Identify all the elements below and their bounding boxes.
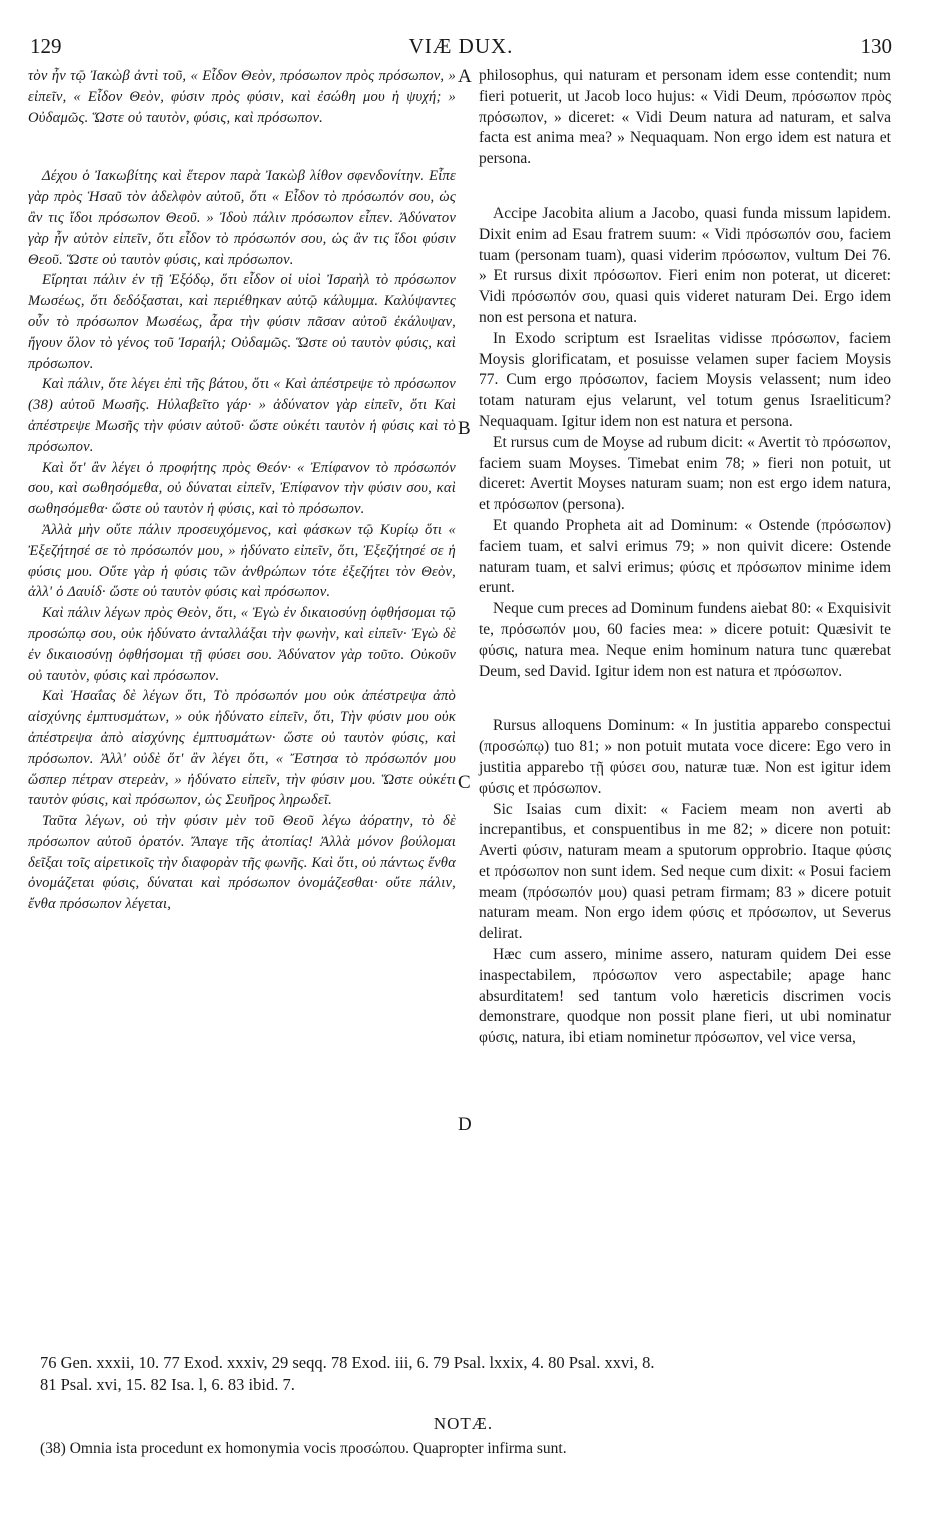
greek-paragraph: Καὶ πάλιν λέγων πρὸς Θεὸν, ὅτι, « Ἐγὼ ἐν δικαιοσύνῃ ὀφθήσομαι τῷ προσώπῳ σου, οὐκ ἠδύνατο ἀνταλλάξαι τὴν φωνὴν, καὶ εἰπεῖν· Ἐγὼ δὲ ἐν δικαιοσύνῃ ὀφθήσομαι τῇ φύσει σου. Ἀδύνατον γὰρ τοῦτο. Οὐκοῦν οὐ ταυτὸν, φύσις καὶ πρόσωπον.	[28, 605, 456, 684]
footnote-line: 76 Gen. xxxii, 10. 77 Exod. xxxiv, 29 seqq. 78 Exod. iii, 6. 79 Psal. lxxix, 4. 80 Psal. xxvi, 8.	[40, 1353, 655, 1372]
footnotes	[40, 1352, 900, 1396]
greek-paragraph: Καὶ πάλιν, ὅτε λέγει ἐπὶ τῆς βάτου, ὅτι « Καὶ ἀπέστρεψε τὸ πρόσωπον (38) αὐτοῦ Μωσῆς. Ηὐλαβεῖτο γάρ· » ἀδύνατον γὰρ εἰπεῖν, ὅτι Καὶ ἀπέστρεψε Μωσῆς τὴν φύσιν αὐτοῦ· ὥστε οὐκέτι ταυτὸν ἡ φύσις καὶ τὸ πρόσωπον.	[28, 376, 456, 455]
greek-paragraph: τὸν ἦν τῷ Ἰακὼβ ἀντὶ τοῦ, « Εἶδον Θεὸν, πρόσωπον πρὸς πρόσωπον, » εἰπεῖν, « Εἶδον Θεὸν, φύσιν πρὸς φύσιν, καὶ ἐσώθη μου ἡ ψυχή; » Οὐδαμῶς. Ὥστε οὐ ταυτὸν, φύσις, καὶ πρόσωπον.	[28, 68, 456, 126]
latin-paragraph: Rursus alloquens Dominum: « In justitia apparebo conspectui (προσώπῳ) tuo 81; » non potuit mutata voce dicere: Ego vero in justitia apparebo τῇ φύσει σου, naturæ tuæ. Non est igitur idem φύσις et πρόσωπον.	[479, 717, 891, 797]
margin-letter-d: D	[458, 1114, 472, 1135]
running-title: VIÆ DUX.	[408, 34, 514, 58]
greek-paragraph: Καὶ ὅτ' ἂν λέγει ὁ προφήτης πρὸς Θεόν· « Ἐπίφανον τὸ πρόσωπόν σου, καὶ σωθησόμεθα, οὐ δύναται εἰπεῖν, Ἐπίφανον τὴν φύσιν σου, καὶ σωθησόμεθα· ὥστε οὐ ταυτὸν ἡ φύσις, καὶ τὸ πρόσωπον.	[28, 459, 456, 518]
margin-letter-a: A	[458, 66, 472, 87]
greek-paragraph: Εἴρηται πάλιν ἐν τῇ Ἐξόδῳ, ὅτι εἶδον οἱ υἱοὶ Ἰσραὴλ τὸ πρόσωπον Μωσέως, ὅτι δεδόξασται, καὶ περιέθηκαν αὐτῷ κάλυμμα. Καλύψαντες οὖν τὸ πρόσωπον Μωσέως, ἆρα τὴν φύσιν πᾶσαν αὐτοῦ ἐκάλυψαν, ἤγουν ὅλον τὸ γένος τοῦ Ἰσραήλ; Οὐδαμῶς. Ὥστε οὐ ταυτὸν φύσις, καὶ πρόσωπον.	[28, 272, 456, 372]
left-page-number: 129	[30, 34, 62, 58]
margin-letter-c: C	[458, 772, 471, 793]
latin-paragraph: Sic Isaias cum dixit: « Faciem meam non averti ab increpantibus, et conspuentibus in me 82; » dicere non potuit: Averti φύσιν, naturam meam a sputorum opprobrio. Itaque φύσις et πρόσωπον non sunt idem. Sed neque cum dixit: « Posui faciem meam (πρόσωπόν μου) quasi petram firmam; 83 » dicere potuit naturam meam. Non ergo idem φύσις et πρόσωπον, ut Severus delirat.	[479, 800, 891, 943]
latin-paragraph: Et rursus cum de Moyse ad rubum dicit: « Avertit τὸ πρόσωπον, faciem suam Moyses. Timebat enim 78; » fieri non potuit, ut diceret: Avertit Moyses naturam suam; non est ergo idem natura, et πρόσωπον (persona).	[479, 433, 891, 514]
latin-paragraph: Hæc cum assero, minime assero, naturam quidem Dei esse inaspectabilem, πρόσωπον vero aspectabile; apage hanc absurditatem! sed tantum volo hæreticis discrimen vocis demonstrare, quodque non possit plane fieri, ut ubi nominatur φύσις, natura, ibi etiam nominetur πρόσωπον, vel vice versa,	[479, 946, 891, 1047]
notes-heading: NOTÆ.	[433, 1414, 494, 1433]
latin-paragraph: Et quando Propheta ait ad Dominum: « Ostende (πρόσωπον) faciem tuam, et salvi erimus 79; » non quivit dicere: Ostende naturam tuam, et salvi erimus; φύσις et πρόσωπον minime idem erunt.	[479, 516, 891, 597]
latin-paragraph: Neque cum preces ad Dominum fundens aiebat 80: « Exquisivit te, πρόσωπόν μου, 60 facies mea: » dicere potuit: Quæsivit te φύσις, natura mea. Neque enim hominum natura tunc quærebat Deum, sed David. Igitur idem non est natura et πρόσωπον.	[479, 600, 891, 680]
margin-letter-b: B	[458, 418, 471, 439]
latin-paragraph: Accipe Jacobita alium a Jacobo, quasi funda missum lapidem. Dixit enim ad Esau fratrem suum: « Vidi πρόσωπόν σου, faciem tuam (personam tuam), quasi viderim πρόσωπον, vultum Dei 76. » Et rursus dixit πρόσωπον. Fieri enim non poterat, ut diceret: Vidi πρόσωπόν σου, quasi quis videret naturam Dei. Ergo idem non est persona et natura.	[479, 204, 891, 326]
greek-paragraph: Καὶ Ἡσαΐας δὲ λέγων ὅτι, Τὸ πρόσωπόν μου οὐκ ἀπέστρεψα ἀπὸ αἰσχύνης ἐμπτυσμάτων, » οὐκ ἠδύνατο εἰπεῖν, ὅτι, Τὴν φύσιν μου οὐκ ἀπέστρεψα ἀπὸ αἰσχύνης ἐμπτυσμάτων· ὥστε οὐ ταυτὸν φύσις, καὶ πρόσωπον. Ἀλλ' οὐδὲ ὅτ' ἂν λέγει ὅτι, « Ἔστησα τὸ πρόσωπόν μου ὥσπερ πέτραν στερεὰν, » ἠδύνατο εἰπεῖν, τὴν φύσιν μου. Ὥστε οὐκέτι ταυτὸν φύσις, καὶ πρόσωπον, ὡς Σευῆρος ληρωδεῖ.	[28, 688, 456, 809]
latin-paragraph: In Exodo scriptum est Israelitas vidisse πρόσωπον, faciem Moysis glorificatam, et posuisse velamen super faciem Moysis 77. Cum ergo πρόσωπον, faciem Moysis velassent; num ideo totam naturam ejus velarunt, vel totum genus Israeliticum? Nequaquam. Igitur idem non est natura et persona.	[479, 329, 891, 430]
greek-paragraph: Ταῦτα λέγων, οὐ τὴν φύσιν μὲν τοῦ Θεοῦ λέγω ἀόρατην, τὸ δὲ πρόσωπον αὐτοῦ ὁρατόν. Ἄπαγε τῆς ἀτοπίας! Ἀλλὰ μόνον βούλομαι δεῖξαι τοῖς αἱρετικοῖς τὴν διαφορὰν τῆς φωνῆς. Καὶ ὅτι, οὐ πάντως ἔνθα ὀνομάζεται φύσις, δύναται καὶ πρόσωπον ὀνομάζεσθαι· οὔτε πάλιν, ἔνθα πρόσωπον λέγεται,	[28, 813, 456, 913]
footnote-line: 81 Psal. xvi, 15. 82 Isa. l, 6. 83 ibid. 7.	[40, 1375, 295, 1394]
greek-paragraph: Ἀλλὰ μὴν οὔτε πάλιν προσευχόμενος, καὶ φάσκων τῷ Κυρίῳ ὅτι « Ἐξεζήτησέ σε τὸ πρόσωπόν μου, » ἠδύνατο εἰπεῖν, ὅτι, Ἐξεζήτησέ σε ἡ φύσις μου. Οὔτε γὰρ ἡ φύσις τῶν ἀνθρώπων τότε ἐξεζήτει τὸν Θεὸν, ἀλλ' ὁ Δαυίδ· ὥστε οὐ ταυτὸν φύσις καὶ πρόσωπον.	[28, 521, 456, 601]
running-header	[30, 34, 892, 64]
latin-paragraph: philosophus, qui naturam et personam idem esse contendit; num fieri potuerit, ut Jacob loco hujus: « Vidi Deum, πρόσωπον πρὸς πρόσωπον, » diceret: « Vidi Deum natura ad naturam, et salva facta est anima mea? » Nequaquam. Non ergo idem est natura et persona.	[479, 67, 891, 168]
latin-column	[479, 66, 891, 1049]
greek-column	[28, 66, 456, 915]
right-page-number: 130	[860, 34, 892, 58]
greek-paragraph: Δέχου ὁ Ἰακωβίτης καὶ ἕτερον παρὰ Ἰακὼβ λίθον σφενδονίτην. Εἶπε γὰρ πρὸς Ἡσαῦ τὸν ἀδελφὸν αὐτοῦ, ὅτι « Εἶδον τὸ πρόσωπόν σου, ὡς ἂν τις ἴδοι πρόσωπον Θεοῦ. » Ἰδοὺ πάλιν πρόσωπον εἶπεν. Ἀδύνατον γὰρ ἦν αὐτὸν εἰπεῖν, ὅτι εἶδον τὸ πρόσωπόν σου, ὡς ἂν τις ἴδοι φύσιν Θεοῦ. Ὥστε οὐ ταυτὸν φύσις, καὶ πρόσωπον.	[28, 168, 456, 268]
note-text: (38) Omnia ista procedunt ex homonymia vocis προσώπου. Quapropter infirma sunt.	[40, 1440, 567, 1457]
